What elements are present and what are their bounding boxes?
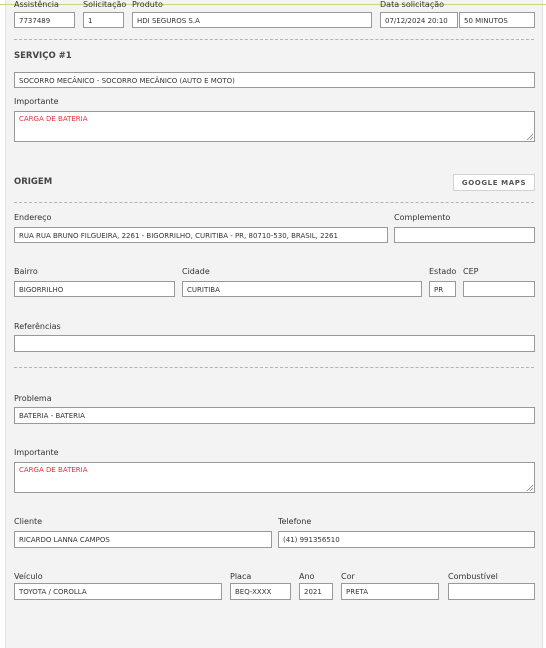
importante-textarea[interactable] [14,462,535,493]
referencias-label: Referências [14,322,61,331]
cor-field[interactable]: PRETA [341,583,439,600]
importante-label: Importante [14,97,59,106]
google-maps-button[interactable]: GOOGLE MAPS [453,174,535,191]
origem-title: ORIGEM [14,177,53,187]
veiculo-field[interactable]: TOYOTA / COROLLA [14,583,222,600]
complemento-label: Complemento [394,213,451,222]
produto-field[interactable]: HDI SEGUROS S.A [132,12,372,28]
estado-label: Estado [429,267,457,276]
servico-title: SERVIÇO #1 [14,51,72,61]
endereco-field[interactable]: RUA RUA BRUNO FILGUEIRA, 2261 - BIGORRILHO, CURITIBA - PR, 80710-530, BRASIL, 2261 [14,227,388,243]
importante-textarea[interactable] [14,111,535,142]
solicitacao-label: Solicitação [83,0,127,9]
cep-field[interactable] [463,281,535,297]
solicitacao-field[interactable]: 1 [83,12,124,28]
combustivel-label: Combustível [448,572,498,581]
prazo-field[interactable]: 50 MINUTOS [459,12,535,28]
ano-label: Ano [299,572,315,581]
assistencia-field[interactable]: 7737489 [14,12,75,28]
assistencia-label: Assistência [14,0,59,9]
veiculo-label: Veículo [14,572,43,581]
data-solicitacao-field[interactable]: 07/12/2024 20:10 [380,12,458,28]
importante-text: CARGA DE BATERIA [19,466,88,474]
top-accent-line [0,4,546,5]
estado-field[interactable]: PR [429,281,456,297]
placa-field[interactable]: BEQ-XXXX [230,583,291,600]
telefone-field[interactable]: (41) 991356510 [278,531,535,548]
complemento-field[interactable] [394,227,535,243]
combustivel-field[interactable] [448,583,535,600]
cep-label: CEP [463,267,479,276]
form-panel [5,0,543,648]
cliente-label: Cliente [14,517,43,526]
cidade-field[interactable]: CURITIBA [182,281,422,297]
divider [14,367,534,368]
divider [14,202,534,203]
servico-field[interactable]: SOCORRO MECÂNICO - SOCORRO MECÂNICO (AUTO E MOTO) [14,72,535,88]
data-solicitacao-label: Data solicitação [380,0,445,9]
cidade-label: Cidade [182,267,210,276]
cliente-field[interactable]: RICARDO LANNA CAMPOS [14,531,272,548]
referencias-field[interactable] [14,335,535,352]
ano-field[interactable]: 2021 [299,583,333,600]
importante-label: Importante [14,448,59,457]
bairro-field[interactable]: BIGORRILHO [14,281,175,297]
bairro-label: Bairro [14,267,38,276]
resize-handle-icon[interactable] [526,484,533,491]
cor-label: Cor [341,572,355,581]
importante-text: CARGA DE BATERIA [19,115,88,123]
problema-label: Problema [14,394,52,403]
placa-label: Placa [230,572,252,581]
divider [14,39,534,40]
telefone-label: Telefone [278,517,312,526]
problema-field[interactable]: BATERIA - BATERIA [14,407,535,424]
produto-label: Produto [132,0,163,9]
resize-handle-icon[interactable] [526,133,533,140]
endereco-label: Endereço [14,213,52,222]
